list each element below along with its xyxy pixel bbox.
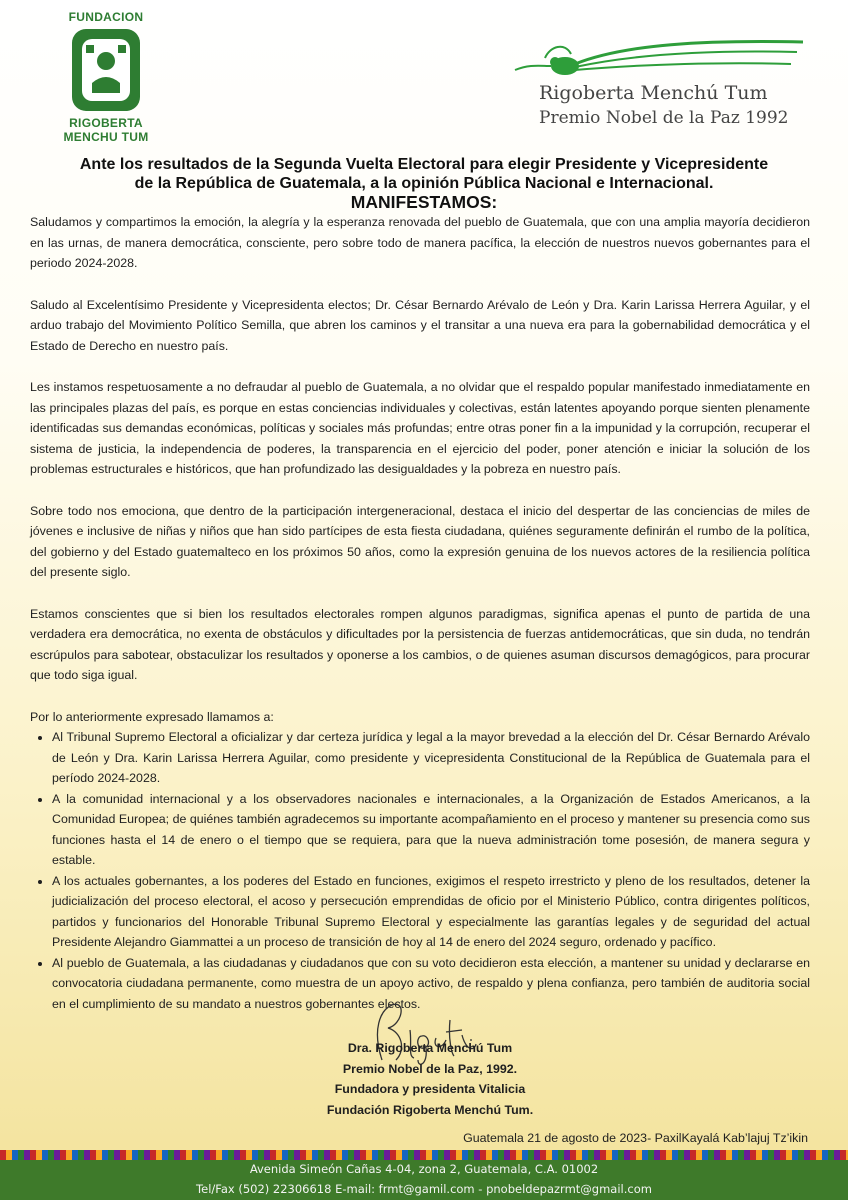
call-intro: Por lo anteriormente expresado llamamos a: <box>30 709 274 724</box>
logo-text-line3: MENCHU TUM <box>63 130 149 144</box>
document-body <box>30 212 810 1014</box>
call-item: • Al Tribunal Supremo Electoral a oficializar y dar certeza jurídica y legal a la mayor brevedad a la elección del Dr. César Bernardo Arévalo de León y Dra. Karin Larissa Herrera Aguilar, como presidente y vicepresidenta Constitucional de la República de Guatemala para el período 2024-2028. <box>52 727 810 789</box>
woven-stripe <box>0 1150 848 1160</box>
call-item: • A la comunidad internacional y a los observadores nacionales e internacionales, a la Organización de Estados Americanos, a la Comunidad Europea; de quiénes también agradecemos su importante acompañamiento en el proceso y mantener su presencia como sus funciones hasta el 14 de enero o el tiempo que se requiera, para que la nueva administración tome posesión, de manera segura y estable. <box>52 789 810 871</box>
paragraph-4: Sobre todo nos emociona, que dentro de la participación intergeneracional, destaca el inicio del despertar de las conciencias de miles de jóvenes e inclusive de niñas y niños que han sido partícipes de esta fiesta ciudadana, quiénes seguramente definirán el rumbo de la política, del gobierno y del Estado guatemalteco en los próximos 50 años, como la expresión genuina de los nuevos actores de la resiliencia política del presente siglo. <box>30 503 810 579</box>
footer-contact: Tel/Fax (502) 22306618 E-mail: frmt@gamil.com - pnobeldepazrmt@gmail.com <box>196 1182 652 1196</box>
heading-line-2: de la República de Guatemala, a la opinión Pública Nacional e Internacional. <box>134 175 714 192</box>
signer-title-1: Premio Nobel de la Paz, 1992. <box>342 1061 518 1076</box>
nobel-prize-line: Premio Nobel de la Paz 1992 <box>539 108 789 128</box>
logo-text-top: FUNDACION <box>68 10 144 24</box>
signature-block <box>300 1038 560 1120</box>
paragraph-1: Saludamos y compartimos la emoción, la alegría y la esperanza renovada del pueblo de Guatemala, que con una amplia mayoría decidieron en las urnas, de manera democrática, consciente, pero sobre todo de manera pacífica, la elección de nuestros nuevos gobernantes para el periodo 2024-2028. <box>30 215 810 270</box>
quetzal-bird-icon <box>505 36 805 84</box>
date-line: Guatemala 21 de agosto de 2023- PaxilKayalá Kab’lajuj Tz’ikin <box>463 1131 808 1145</box>
footer <box>0 1150 848 1200</box>
signer-name: Dra. Rigoberta Menchú Tum <box>347 1041 513 1055</box>
document-heading <box>40 155 808 212</box>
call-item: • Al pueblo de Guatemala, a las ciudadanas y ciudadanos que con su voto decidieron esta elección, a mantener su unidad y declararse en convocatoria ciudadana permanente, como muestra de un apoyo activo, de respaldo y plena confianza, pero también de auditoria social en el cumplimiento de su mandato a nuestros gobernantes electos. <box>52 953 810 1015</box>
heading-line-1: Ante los resultados de la Segunda Vuelta Electoral para elegir Presidente y Vicepresidente <box>79 156 769 173</box>
call-list <box>30 727 810 1014</box>
laureate-name: Rigoberta Menchú Tum <box>539 82 768 104</box>
footer-address: Avenida Simeón Cañas 4-04, zona 2, Guatemala, C.A. 01002 <box>249 1162 599 1176</box>
heading-manifestamos: MANIFESTAMOS: <box>350 192 498 212</box>
foundation-logo <box>62 10 150 144</box>
logo-text-line2: RIGOBERTA <box>69 116 143 130</box>
signer-title-3: Fundación Rigoberta Menchú Tum. <box>326 1102 534 1117</box>
signer-title-2: Fundadora y presidenta Vitalicia <box>334 1082 526 1096</box>
paragraph-3: Les instamos respetuosamente a no defraudar al pueblo de Guatemala, a no olvidar que el respaldo popular manifestado inmediatamente en las principales plazas del país, es porque en estas conciencias individuales y colectivas, están latentes apoyando porque sienten plenamente identificadas sus demandas económicas, políticas y sociales más profundas; entre otras poner fin a la impunidad y la corrupción, recuperar el sistema de justicia, la independencia de poderes, la transparencia en el ejercicio del poder, poner atención e iniciar la solución de los problemas estructurales e históricos, que han profundizado las desigualdades y la pobreza en nuestro país. <box>30 380 810 476</box>
paragraph-5: Estamos conscientes que si bien los resultados electorales rompen algunos paradigmas, significa apenas el punto de partida de una verdadera era democrática, no exenta de obstáculos y dificultades por la persistencia de fuerzas antidemocráticas, que sin duda, no tendrán escrúpulos para sabotear, obstaculizar los resultados y oponerse a los cambios, o de quienes asuman discursos demagógicos, para procurar que todo siga igual. <box>30 606 810 682</box>
paragraph-2: Saludo al Excelentísimo Presidente y Vicepresidenta electos; Dr. César Bernardo Arévalo de León y Dra. Karin Larissa Herrera Aguilar, y el arduo trabajo del Movimiento Político Semilla, que abren los caminos y el transitar a una nueva era para la gobernabilidad democrática y el Estado de Derecho en nuestro país. <box>30 297 810 353</box>
call-item: • A los actuales gobernantes, a los poderes del Estado en funciones, exigimos el respeto irrestricto y pleno de los resultados, detener la judicialización del proceso electoral, el acoso y persecución emprendidas de oficio por el Ministerio Público, contra dirigentes políticos, partidos y funcionarios del Honorable Tribunal Supremo Electoral y especialmente las garantías legales y de seguridad del actual Presidente Alejandro Giammattei a un proceso de transición de hoy al 14 de enero del 2024 seguro, ordenado y pacífico. <box>52 871 810 953</box>
mayan-glyph-icon <box>70 27 142 113</box>
